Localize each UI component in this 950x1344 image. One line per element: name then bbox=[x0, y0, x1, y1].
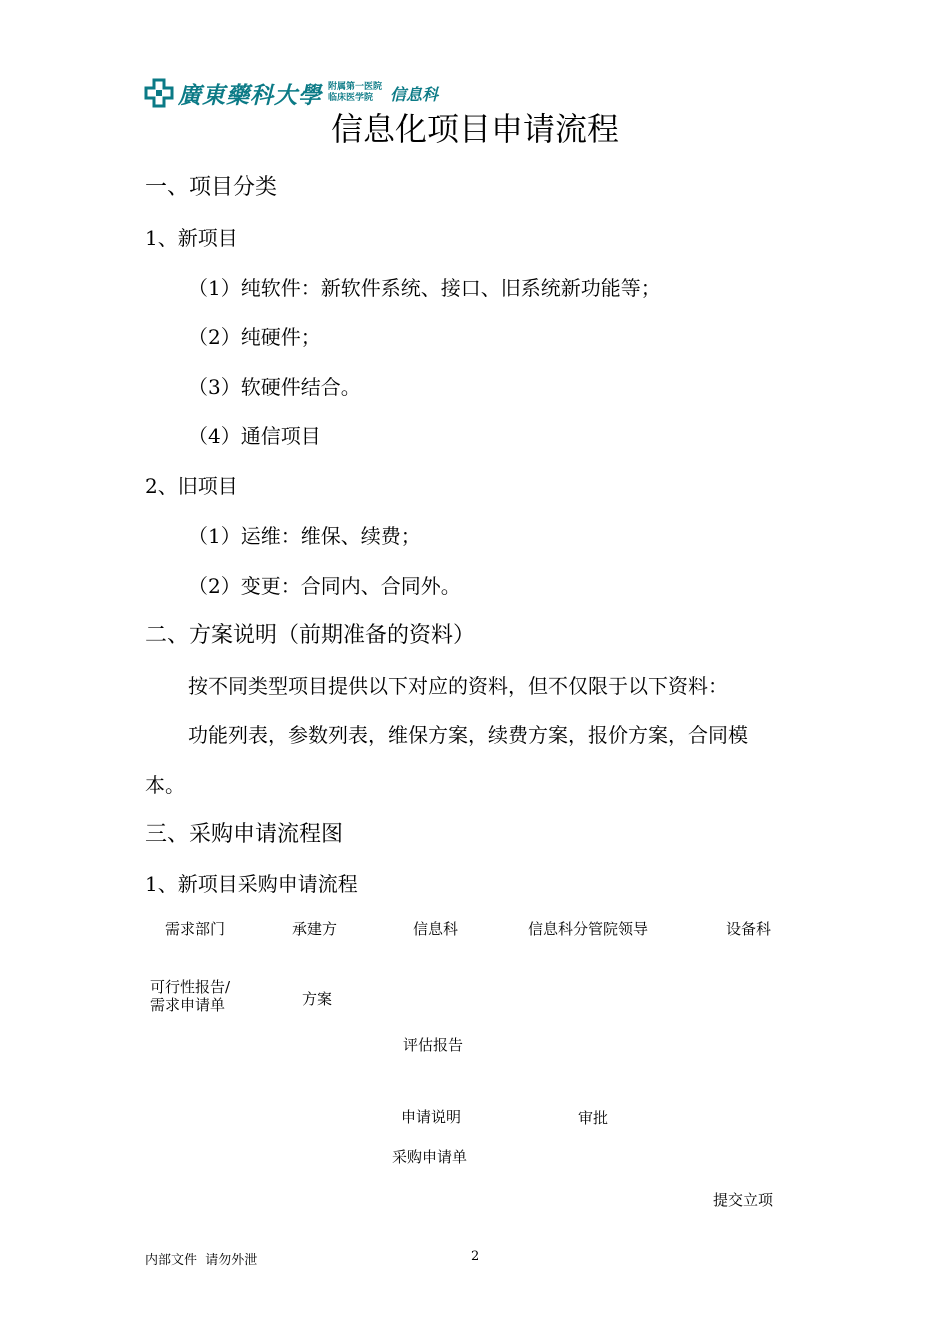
paragraph-continuation: 本。 bbox=[145, 773, 185, 797]
list-item: （1）运维：维保、续费； bbox=[188, 524, 421, 548]
list-item: （2）纯硬件； bbox=[188, 325, 321, 349]
node-application-explanation: 申请说明 bbox=[401, 1108, 462, 1126]
lane-header-requesting-dept: 需求部门 bbox=[165, 920, 226, 938]
paragraph: 功能列表，参数列表，维保方案，续费方案，报价方案，合同模 bbox=[188, 723, 748, 747]
list-item: （2）变更：合同内、合同外。 bbox=[188, 574, 461, 598]
logo-department: 信息科 bbox=[390, 84, 439, 104]
section-1-subheading-old: 2、旧项目 bbox=[145, 474, 238, 498]
section-1-subheading-new: 1、新项目 bbox=[145, 226, 238, 250]
list-item: （1）纯软件：新软件系统、接口、旧系统新功能等； bbox=[188, 276, 661, 300]
document-title: 信息化项目申请流程 bbox=[330, 110, 619, 148]
list-item: （4）通信项目 bbox=[188, 424, 321, 448]
node-feasibility-line2: 需求申请单 bbox=[150, 996, 226, 1014]
section-3-subheading: 1、新项目采购申请流程 bbox=[145, 872, 358, 896]
node-feasibility-line1: 可行性报告/ bbox=[150, 978, 231, 996]
logo-university-name: 廣東藥科大學 bbox=[178, 81, 322, 109]
section-3-heading: 三、采购申请流程图 bbox=[145, 822, 344, 847]
logo-subtitle bbox=[328, 82, 382, 104]
lane-header-it-dept: 信息科 bbox=[413, 920, 459, 938]
section-2-heading: 二、方案说明（前期准备的资料） bbox=[145, 623, 476, 648]
page-number: 2 bbox=[471, 1249, 480, 1264]
lane-header-contractor: 承建方 bbox=[292, 920, 338, 938]
lane-header-it-leader: 信息科分管院领导 bbox=[528, 920, 649, 938]
node-approval: 审批 bbox=[578, 1109, 609, 1127]
node-plan: 方案 bbox=[302, 990, 333, 1008]
paragraph: 按不同类型项目提供以下对应的资料，但不仅限于以下资料： bbox=[188, 674, 728, 698]
lane-header-equipment-dept: 设备科 bbox=[726, 920, 772, 938]
logo-subtitle-line1: 附属第一医院 bbox=[328, 82, 383, 92]
footer-confidential-note: 内部文件 请勿外泄 bbox=[145, 1253, 258, 1268]
list-item: （3）软硬件结合。 bbox=[188, 375, 361, 399]
node-feasibility-report bbox=[150, 978, 230, 1014]
node-purchase-form: 采购申请单 bbox=[392, 1148, 468, 1166]
node-submit-project: 提交立项 bbox=[713, 1191, 774, 1209]
logo-subtitle-line2: 临床医学院 bbox=[328, 93, 374, 103]
section-1-heading: 一、项目分类 bbox=[145, 175, 278, 200]
node-evaluation-report: 评估报告 bbox=[403, 1036, 464, 1054]
